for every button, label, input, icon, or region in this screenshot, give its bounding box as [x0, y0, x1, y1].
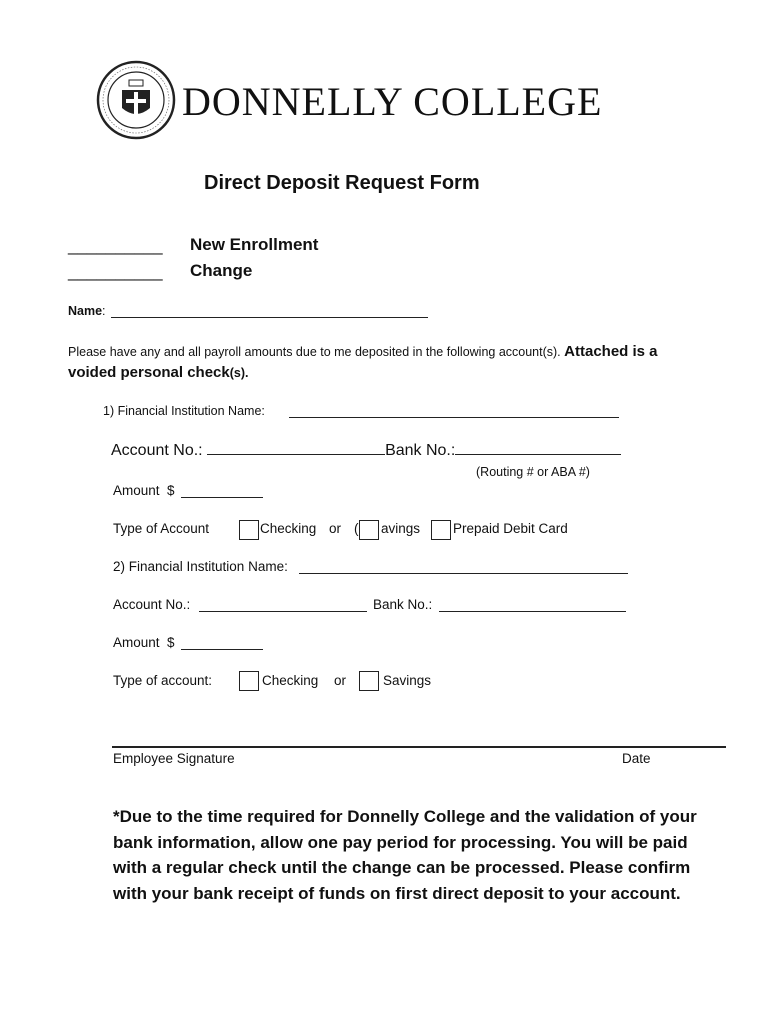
inst1-type-label: Type of Account: [113, 521, 210, 536]
inst1-or-label: or: [329, 521, 342, 536]
inst1-bank-field[interactable]: [455, 442, 621, 455]
inst2-type-label: Type of account:: [113, 673, 213, 688]
college-name: DONNELLY COLLEGE: [182, 79, 603, 124]
new-enrollment-label: New Enrollment: [190, 235, 319, 254]
inst2-or-label: or: [334, 673, 347, 688]
instruction-line-2: voided personal check(s).: [68, 364, 249, 381]
inst1-savings-checkbox[interactable]: [359, 520, 379, 540]
change-label: Change: [190, 261, 253, 280]
inst1-savings-paren: (: [354, 521, 359, 536]
inst2-account-label: Account No.:: [113, 597, 191, 612]
inst1-amount-field[interactable]: [181, 497, 263, 498]
inst2-bank-field[interactable]: [439, 611, 626, 612]
inst2-account-field[interactable]: [199, 611, 367, 612]
inst2-savings-checkbox[interactable]: [359, 671, 379, 691]
routing-note: (Routing # or ABA #): [476, 465, 590, 479]
inst1-name-field[interactable]: [289, 417, 619, 418]
inst2-amount-field[interactable]: [181, 649, 263, 650]
name-label: Name:: [68, 304, 106, 318]
inst2-savings-label: Savings: [383, 673, 432, 688]
form-title: Direct Deposit Request Form: [204, 172, 480, 194]
signature-label: Employee Signature: [113, 751, 235, 766]
inst2-checking-checkbox[interactable]: [239, 671, 259, 691]
signature-line[interactable]: [112, 746, 726, 748]
inst1-checking-label: Checking: [260, 521, 317, 536]
inst2-bank-label: Bank No.:: [373, 597, 433, 612]
inst1-amount-label: Amount $: [113, 483, 175, 498]
change-blank[interactable]: __________: [68, 262, 163, 281]
inst2-name-label: 2) Financial Institution Name:: [113, 559, 288, 574]
new-enrollment-blank[interactable]: __________: [68, 236, 163, 255]
inst1-prepaid-checkbox[interactable]: [431, 520, 451, 540]
inst1-savings-label: avings: [381, 521, 421, 536]
inst2-amount-label: Amount $: [113, 635, 175, 650]
inst1-account-field[interactable]: [207, 442, 385, 455]
college-seal-logo: [96, 60, 176, 140]
inst1-checking-checkbox[interactable]: [239, 520, 259, 540]
inst1-account-row: Account No.: Bank No.:: [111, 442, 621, 460]
inst2-checking-label: Checking: [262, 673, 319, 688]
name-field[interactable]: [111, 317, 428, 318]
date-label: Date: [622, 751, 651, 766]
inst1-prepaid-label: Prepaid Debit Card: [453, 521, 568, 536]
inst1-name-label: 1) Financial Institution Name:: [103, 404, 265, 418]
processing-note: *Due to the time required for Donnelly College and the validation of your bank information, allow one pay period for processing. You will be paid with a regular check until the change can be processed. Please confirm with your bank receipt of funds on first direct deposit to your account.: [113, 807, 697, 903]
inst2-name-field[interactable]: [299, 573, 628, 574]
instruction-line-1: Please have any and all payroll amounts due to me deposited in the following account(s). Attached is a: [68, 343, 658, 360]
